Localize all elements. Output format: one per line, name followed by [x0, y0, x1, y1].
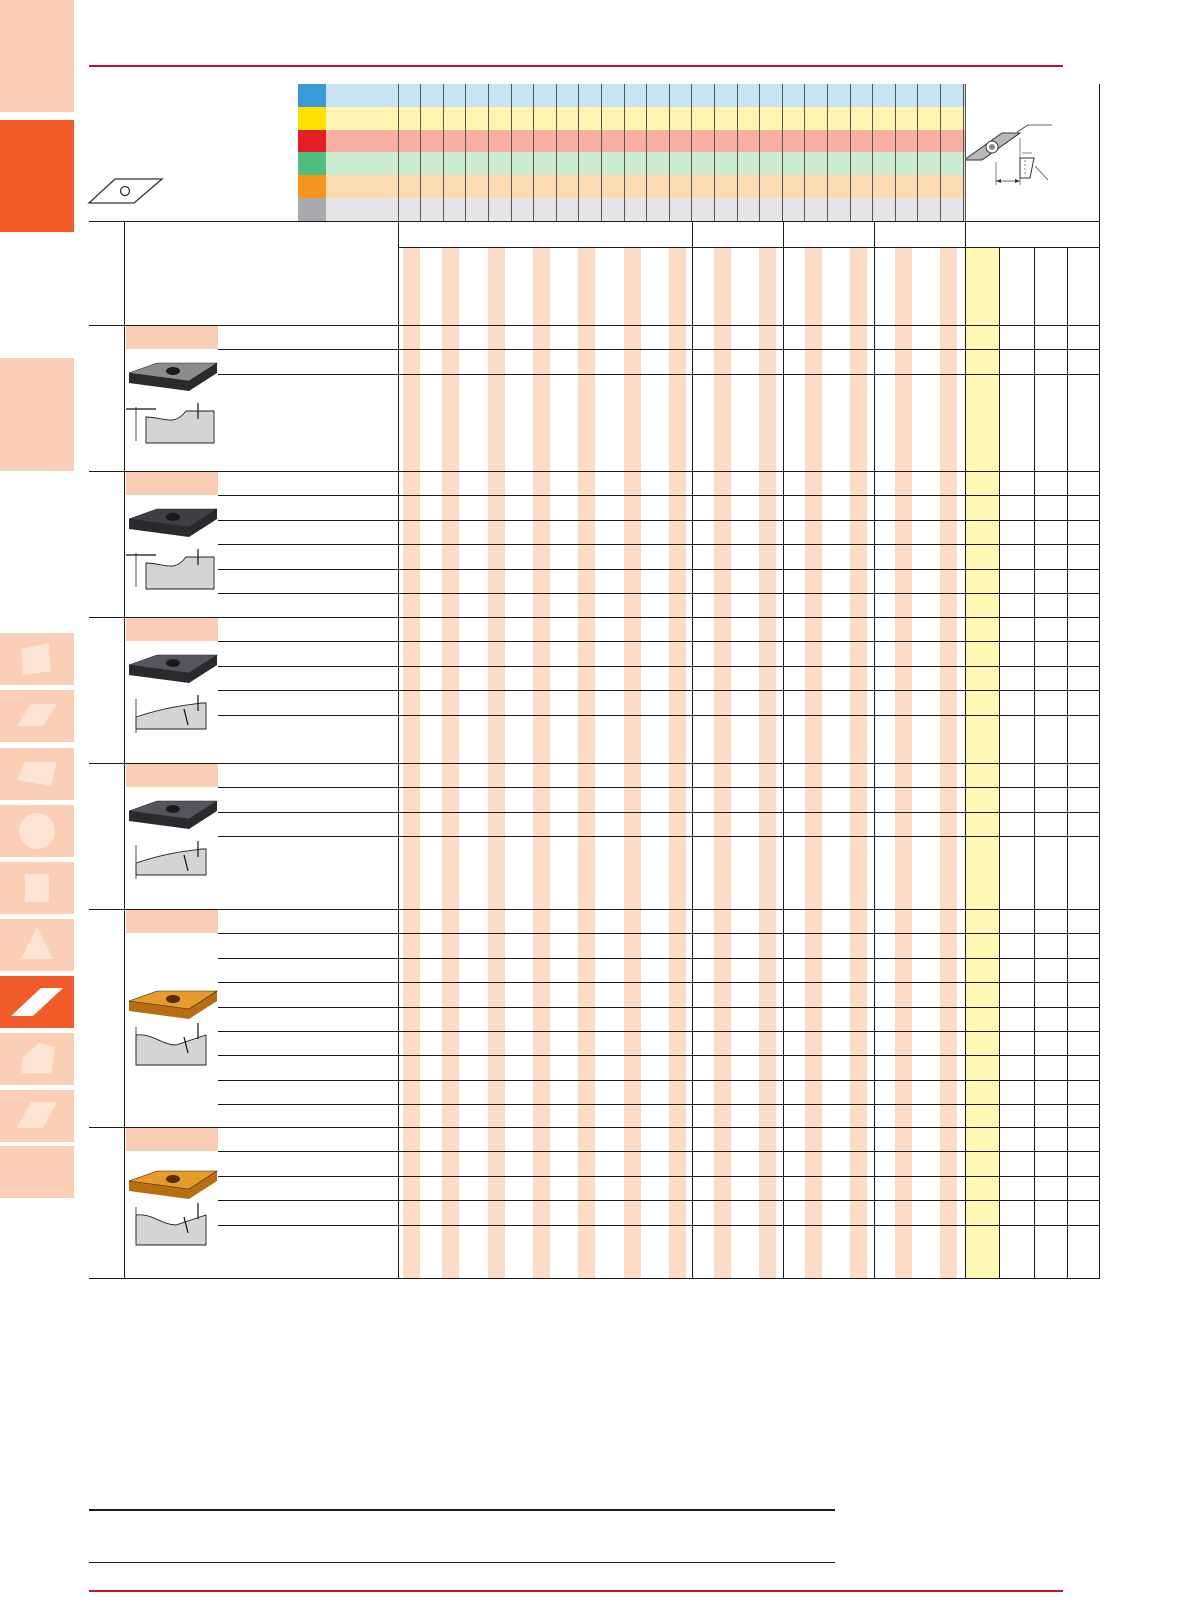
rhombus-80-insert-icon [0, 748, 74, 800]
band-separator [443, 84, 444, 221]
square-small-insert-icon [0, 862, 74, 914]
dark-coated-insert-icon [127, 507, 219, 547]
group-separator [89, 617, 1100, 618]
side-tab-triangle[interactable] [0, 919, 74, 971]
grey-sharp-edge-profile-icon [126, 403, 218, 443]
grey-positive-insert-icon [127, 361, 219, 401]
band-separator [895, 84, 896, 221]
band-separator [511, 84, 512, 221]
band-separator [533, 84, 534, 221]
footnote-rule-bottom [89, 1562, 835, 1563]
band-separator [917, 84, 918, 221]
group-separator [89, 325, 1100, 326]
table-column-line [398, 221, 399, 1278]
group-separator [89, 1127, 1100, 1128]
side-tab-square[interactable] [0, 633, 74, 685]
insert-dimension-diagram-icon [962, 120, 1062, 200]
table-row-line [218, 1151, 1100, 1152]
table-row-line [218, 933, 1100, 934]
honed-edge-profile-icon [126, 695, 218, 735]
table-row-line [218, 836, 1100, 837]
table-row-line [218, 812, 1100, 813]
table-row-line [218, 641, 1100, 642]
material-row-steel-chip [298, 84, 326, 107]
side-tab-square-small[interactable] [0, 862, 74, 914]
header-rule [89, 65, 1063, 67]
table-column-line [124, 221, 125, 1278]
parallelogram-insert-icon [0, 690, 74, 742]
band-separator [963, 84, 964, 221]
material-row-hardened-chip [298, 198, 326, 221]
table-column-line [874, 221, 875, 1278]
table-row-line [218, 1055, 1100, 1056]
table-top-border [89, 221, 1100, 222]
table-row-line [218, 349, 1100, 350]
square-insert-icon [0, 633, 74, 685]
table-row-line [218, 666, 1100, 667]
band-separator [691, 84, 692, 221]
band-separator [578, 84, 579, 221]
table-bottom-border [89, 1278, 1100, 1279]
table-row-line [218, 1031, 1100, 1032]
side-tab-round[interactable] [0, 805, 74, 857]
band-separator [940, 84, 941, 221]
header-right-border [1099, 84, 1100, 1279]
table-row-line [218, 787, 1100, 788]
material-row-heat-resistant-chip [298, 175, 326, 198]
table-column-line [783, 221, 784, 1278]
dark-chipbreaker-profile-icon [126, 549, 218, 589]
material-row-non-ferrous-chip [298, 152, 326, 175]
table-row-line [218, 958, 1100, 959]
band-separator [965, 84, 966, 221]
table-row-line [218, 715, 1100, 716]
side-tab-2[interactable] [0, 120, 74, 232]
side-tab-1[interactable] [0, 0, 74, 112]
group-separator [89, 763, 1100, 764]
table-row-line [218, 374, 1100, 375]
band-separator [827, 84, 828, 221]
side-tab-last[interactable] [0, 1146, 74, 1198]
material-row-stainless-chip [298, 107, 326, 130]
band-separator [669, 84, 670, 221]
insert-group-3-label [126, 618, 218, 641]
band-separator [465, 84, 466, 221]
side-tab-3[interactable] [0, 358, 74, 471]
table-row-line [218, 1104, 1100, 1105]
insert-group-5-label [126, 910, 218, 933]
band-separator [872, 84, 873, 221]
gold-wiper-profile-icon-2 [126, 1203, 218, 1243]
side-tab-parallelogram[interactable] [0, 690, 74, 742]
gold-wiper-profile-icon [126, 1023, 218, 1063]
band-separator [759, 84, 760, 221]
side-tab-rhombus-35[interactable] [0, 976, 74, 1028]
table-row-line [218, 1225, 1100, 1226]
group-separator [89, 471, 1100, 472]
band-separator [420, 84, 421, 221]
table-row-line [218, 544, 1100, 545]
table-row-line [218, 982, 1100, 983]
group-separator [89, 909, 1100, 910]
insert-group-1-label [126, 326, 218, 349]
band-separator [646, 84, 647, 221]
table-row-line [218, 495, 1100, 496]
table-row-line [218, 1080, 1100, 1081]
trigon-insert-icon [0, 1033, 74, 1085]
table-subheader-line [398, 247, 1100, 248]
band-separator [714, 84, 715, 221]
footer-rule [89, 1590, 1063, 1592]
dark-grey-chipbreaker-insert-icon-2 [127, 799, 219, 839]
honed-edge-profile-icon-2 [126, 841, 218, 881]
band-separator [850, 84, 851, 221]
band-separator [398, 84, 399, 221]
material-row-cast-iron-chip [298, 130, 326, 153]
rhombus-35-insert-icon [0, 976, 74, 1028]
dark-grey-chipbreaker-insert-icon [127, 653, 219, 693]
table-row-line [218, 569, 1100, 570]
table-row-line [218, 1007, 1100, 1008]
table-row-line [218, 690, 1100, 691]
triangle-insert-icon [0, 919, 74, 971]
band-separator [601, 84, 602, 221]
table-column-line [692, 221, 693, 1278]
table-row-line [218, 593, 1100, 594]
side-tab-trigon[interactable] [0, 1033, 74, 1085]
table-row-line [218, 1200, 1100, 1201]
table-row-line [218, 520, 1100, 521]
band-separator [556, 84, 557, 221]
rhombus-35-shape-icon [88, 176, 163, 206]
side-tab-rhombus-80[interactable] [0, 748, 74, 800]
band-separator [782, 84, 783, 221]
band-separator [624, 84, 625, 221]
rhombus-55-insert-icon [0, 1090, 74, 1142]
band-separator [488, 84, 489, 221]
round-insert-icon [0, 805, 74, 857]
table-column-line [965, 221, 966, 1278]
insert-group-6-label [126, 1128, 218, 1151]
table-row-line [218, 1176, 1100, 1177]
footnote-rule-top [89, 1509, 835, 1511]
band-separator [737, 84, 738, 221]
side-tab-rhombus-55[interactable] [0, 1090, 74, 1142]
band-separator [804, 84, 805, 221]
insert-group-4-label [126, 764, 218, 787]
insert-group-2-label [126, 472, 218, 495]
